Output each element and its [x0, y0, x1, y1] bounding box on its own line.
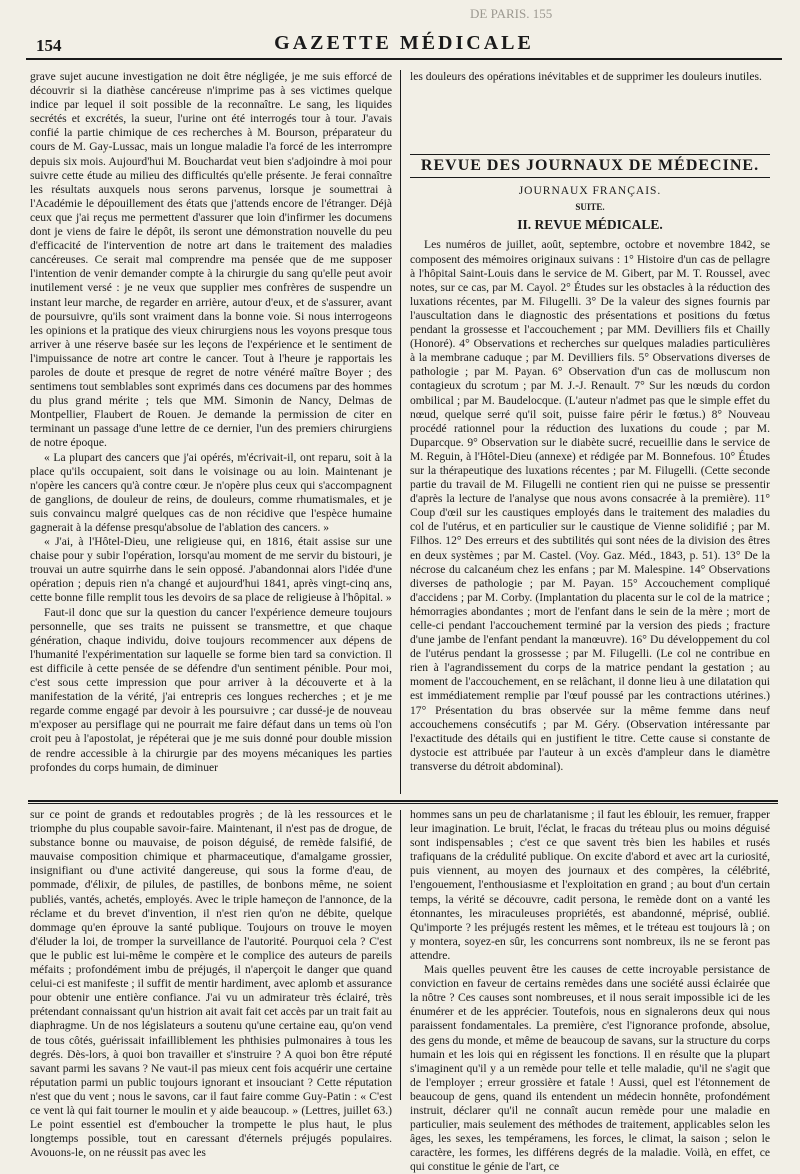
column-divider [400, 70, 401, 794]
feuilleton-divider-thin [28, 803, 778, 804]
paragraph: Les numéros de juillet, août, septembre, octobre et novembre 1842, se composent des mémoires originaux suivans : 1° Histoire d'un cas de pellagre à l'hôpital Saint-Louis dans le service de M. Gibert, par M. T. Roussel, avec notes, sur ce cas, par M. Cayol. 2° Études sur les obstacles à la réduction des luxations récentes, par M. Filugelli. 3° De la valeur des signes fournis par l'auscultation dans le diagnostic des présentations et positions du fœtus pendant la grossesse et l'accouchement ; par MM. Devilliers fils et Chailly (Honoré). 4° Observations et recherches sur quelques maladies particulières à la membrane caduque ; par M. Devilliers fils. 5° Observations diverses de pathologie ; par M. Payan. 6° Observation d'un cas de molluscum non contagieux du scrotum ; par M. J.-J. Renault. 7° Sur les nœuds du cordon ombilical ; par M. Baudelocque. (L'auteur n'admet pas que le simple effet du nœud, quelque serré qu'il soit, puisse faire périr le fœtus.) 8° Nouveau procédé rationnel pour la réduction des luxations du coude ; par M. Duparcque. 9° Observation sur le diabète sucré, recueillie dans le service de M. Reguin, à l'Hôtel-Dieu (annexe) et rédigée par M. Bonnefous. 10° Études sur la thérapeutique des luxations récentes ; par M. Filugelli. (Cette seconde partie du travail de M. Filugelli ne contient rien qui ne puisse se pressentir d'après la lecture de l'analyse que nous avons consacrée à la première). 11° Coup d'œil sur les caustiques employés dans le traitement des maladies du col de l'utérus, et en particulier sur le caustique de Vienne solidifié ; par M. Filhos. 12° Des erreurs et des subtilités qui sont nées de la division des êtres en deux systèmes ; par M. Castel. (Voy. Gaz. Méd., 1843, p. 51). 13° De la nécrose du calcanéum chez les enfans ; par M. Malespine. 14° Observations diverses de pathologie ; par M. Payan. 15° Accouchement compliqué d'accidens ; par M. Corby. (Implantation du placenta sur le col de la matrice ; hémorragies abondantes ; mort de l'enfant dans le sein de la mère ; mort de celle-ci pendant l'accouchement terminé par la version des pieds ; fracture d'une jambe de l'enfant pendant la manœuvre). 16° Du développement du col de l'utérus pendant la grossesse ; par M. Filugelli. (Le col ne contribue en rien à l'agrandissement du corps de la matrice pendant la gestation ; au moment de l'accouchement, en se relâchant, il donne lieu à une dilatation qui est immédiatement remplie par l'œuf poussé par les contractions utérines.) 17° Présentation du bras observée sur la même femme dans neuf accouchemens consécutifs ; par M. Géry. (Observation intéressante par l'exactitude des détails qui en justifient le titre. Cette cause si constante de dystocie est attribuée par l'auteur à un excès d'ampleur dans le diamètre transverse du détroit abdominal). [410, 238, 770, 773]
paragraph: les douleurs des opérations inévitables et de supprimer les douleurs inutiles. [410, 70, 762, 83]
paragraph: Mais quelles peuvent être les causes de cette incroyable persistance de conviction en faveur de certains remèdes dans une société aussi éclairée que la nôtre ? Ces causes sont nombreuses, et il nous serait impossible ici de les énumérer et de les apprécier. Toutefois, nous en signalerons deux qui nous paraissent fondamentales. La première, c'est l'ignorance profonde, absolue, des gens du monde, et même de beaucoup de savans, sur la structure du corps humain et les lois qui en régissent les fonctions. Il en résulte que la plupart s'imaginent qu'il y a un remède pour telle et telle maladie, qu'il ne s'agit que de l'employer ; erreur grossière et fatale ! Aussi, quel est l'étonnement de beaucoup de gens, quand ils entendent un médecin honnête, profondément instruit, déclarer qu'il ne connaît aucun remède pour une maladie en particulier, mais seulement des méthodes de traitement, applicables selon les âges, les sexes, les tempéramens, les forces, le climat, la saison ; selon le caractère, les formes, les différens degrés de la maladie. Voilà, en effet, ce qui constitue le génie de l'art, ce [410, 963, 770, 1174]
section-title: REVUE DES JOURNAUX DE MÉDECINE. [410, 154, 770, 178]
bottom-left-column [30, 808, 392, 1160]
paragraph: Faut-il donc que sur la question du cancer l'expérience demeure toujours personnelle, que ses traits ne puissent se transmettre, et que chaque génération, chaque individu, doive toujours recommencer aux dépens de l'humanité l'expérimentation sur laquelle se forme bien tard sa conviction. Il est difficile à cette pensée de se défendre d'un sentiment pénible. Pour moi, c'est sous cette impression que pour arriver à la découverte et à la manifestation de la vérité, j'ai entrepris ces longues recherches ; et je me regarde comme engagé par devoir à les poursuivre ; car dussé-je de nouveau m'exposer au persiflage qui ne pourrait me faire défaut dans un tems où l'on croit peu à l'apostolat, je répéterai que je me suis donné pour double mission de rendre accessible à la chirurgie par des moyens mécaniques les parties profondes du corps humain, de diminuer [30, 605, 392, 774]
column-divider [400, 810, 401, 1100]
quote-paragraph: « La plupart des cancers que j'ai opérés, m'écrivait-il, ont reparu, soit à la place qu'ils occupaient, soit dans le voisinage ou au loin. Maintenant je n'opère les cancers qu'à contre cœur. Je n'opère plus ceux qui s'accompagnent de ganglions, de douleur de reins, de douleurs, comme rhumatismales, et je suis convaincu malgré quelques cas de non récidive que l'espèce humaine gagnerait à la défense presqu'absolue de l'ablation des cancers. » [30, 450, 392, 534]
suite-label: SUITE. [575, 202, 605, 213]
page-header [26, 18, 782, 60]
paragraph: grave sujet aucune investigation ne doit être négligée, je me suis efforcé de découvrir si la diathèse cancéreuse n'imprime pas à ses victimes quelque indice par lequel il soit possible de la reconnaître. Le sang, les liquides secrétés et excrétés, la sueur, l'urine ont été interrogés tour à tour. J'avais confié la partie chimique de ces recherches à M. Bourson, préparateur du cours de M. Gay-Lussac, mais un longue maladie l'a forcé de les interrompre depuis six mois. Aujourd'hui M. Bouchardat veut bien s'adjoindre à moi pour suivre cette étude au milieu des difficultés qu'elle présente. Je ferai connaître les résultats auxquels nous serons parvenus, lorsque je soumettrai à l'Académie le dépouillement des états que j'attends encore de l'étranger. Déjà ceux que j'ai reçus me permettent d'assurer que loin d'infirmer les documens dont je viens de faire le dépôt, ils seront une démonstration nouvelle du peu d'efficacité de l'intervention de notre art dans le traitement des maladies cancéreuses. Ce serait mal comprendre ma pensée que de me supposer l'intention de venir demander compte à la chirurgie du sang qu'elle peut avoir inutilement versé : je ne veux que supplier mes confrères de suspendre un instant leur marche, de regarder en arrière, autour d'eux, et de s'assurer, avant de poursuivre, qu'ils sont vraiment dans la bonne voie. Si nous interrogeons les opinions et la pratique des vieux chirurgiens nous les voyons presque tous arriver à une réserve basée sur les leçons de l'expérience et le sentiment de l'impuissance de notre art contre le cancer. Tout à l'heure je rapportais les paroles de doute et presque de regret de notre vénéré maître Boyer ; des sentimens tout semblables sont exprimés dans ces documens par des hommes du plus grand mérite ; tels que MM. Simonin de Nancy, Delmas de Montpellier, Flaubert de Rouen. Je demande la permission de citer en terminant un passage d'une lettre de ce dernier, l'un des premiers chirurgiens de notre époque. [30, 70, 392, 450]
feuilleton-divider [28, 800, 778, 802]
top-left-column [30, 70, 392, 775]
quote-paragraph: « J'ai, à l'Hôtel-Dieu, une religieuse qui, en 1816, était assise sur une chaise pour y subir l'opération, lorsqu'au moment de me servir du bistouri, je trouvai un autre squirrhe dans le sein opposé. J'abandonnai alors l'idée d'une opération ; depuis rien n'a changé et aujourd'hui 1841, après vingt-cinq ans, cette bonne fille remplit tous les devoirs de sa place de religieuse à l'hôpital. » [30, 535, 392, 605]
top-right-column [410, 70, 770, 774]
page-number: 154 [36, 36, 62, 55]
bleed-through-text: DE PARIS. 155 [470, 6, 553, 21]
journal-title: GAZETTE MÉDICALE [274, 32, 534, 54]
article-heading: II. REVUE MÉDICALE. [517, 217, 663, 233]
bottom-right-column [410, 808, 770, 1174]
section-subtitle: JOURNAUX FRANÇAIS. [518, 185, 662, 198]
paragraph: sur ce point de grands et redoutables progrès ; de là les ressources et le triomphe du plus coupable savoir-faire. Maintenant, il n'est pas de drogue, de substance bonne ou mauvaise, de poison déguisé, de remède falsifié, de mauvaise composition chimique et pharmaceutique, d'amalgame grossier, insignifiant ou d'une activité dangereuse, qui sous la forme d'eau, de pommade, d'élixir, de pilules, de pastilles, de bonbons même, ne soient publiés, vantés, achetés, employés. Avec le triple hameçon de l'annonce, de la réclame et du brevet d'invention, il n'est rien qu'on ne débite, quelque dommage qu'en éprouve la santé publique. Toujours on trouve le moyen d'éluder la loi, de tromper la surveillance de l'autorité. Pourquoi cela ? C'est que le public est lui-même le compère et le complice des auteurs de pareils méfaits ; profondément imbu de préjugés, il n'aperçoit le danger que quand celui-ci est manifeste ; il suffit de mentir hardiment, avec aplomb et assurance pour obtenir une entière confiance. J'ai vu un admirateur très éclairé, très prétendant connaissant qu'un histrion ait avait fait cet accès par un trait fait au diaphragme. Un de nos législateurs a soutenu qu'une certaine eau, qu'on vend de tous côtés, guérissait infailliblement les phthisies pulmonaires à tous les degrés. Dès-lors, à quoi bon travailler et s'instruire ? A quoi bon être réputé savant parmi les savans ? Ne vaut-il pas mieux cent fois acquérir une certaine réputation parmi un public toujours ignorant et insouciant ? Cette réputation n'est que du vent ; nous le savons, car il faut faire comme Guy-Patin : « C'est ce vent là qui fait tourner le moulin et y aide beaucoup. » (Lettres, juillet 63.) Le point essentiel est d'emboucher la trompette le plus haut, le plus longtemps possible, tout en caressant d'éternels préjugés populaires. Avouons-le, on ne réussit pas avec les [30, 808, 392, 1160]
paragraph: hommes sans un peu de charlatanisme ; il faut les éblouir, les remuer, frapper leur imagination. Le bruit, l'éclat, le fracas du tréteau plus ou moins déguisé sont indispensables ; c'est ce que savent très bien les habiles et rusés trafiquans de la crédulité publique. On excite d'abord et avec art la curiosité, puis viennent, au moyen des journaux et des compères, la célébrité, l'engouement, l'enthousiasme et l'exploitation en grand ; au bout d'un certain temps, la vérité se découvre, cadit persona, le remède dont on a vanté les étonnantes, les miraculeuses propriétés, est abandonné, méprisé, oublié. Qu'importe ? les préjugés restent les mêmes, et le tréteau est toujours là ; on y montera, soyez-en sûr, les concurrens sont nombreux, ils ne se feront pas attendre. [410, 808, 770, 962]
